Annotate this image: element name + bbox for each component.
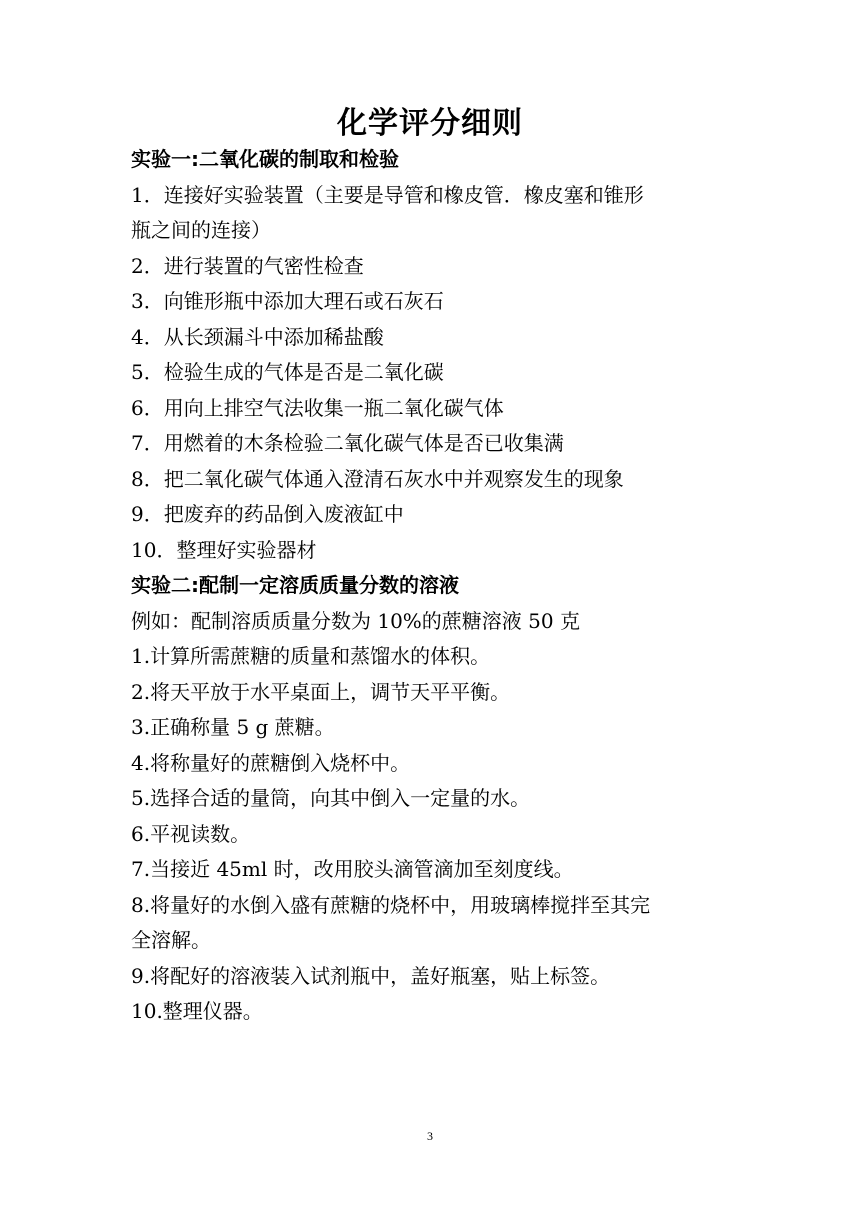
section-experiment-1 [131,142,741,568]
page-number: 3 [427,1129,433,1143]
body-line: 6．用向上排空气法收集一瓶二氧化碳气体 [131,395,504,420]
body-line: 9．把废弃的药品倒入废液缸中 [131,502,404,526]
body-line: 4.将称量好的蔗糖倒入烧杯中。 [131,750,411,775]
body-line: 3．向锥形瓶中添加大理石或石灰石 [131,289,444,313]
body-line: 例如：配制溶质质量分数为 10%的蔗糖溶液 50 克 [131,608,580,633]
body-line: 9.将配好的溶液装入试剂瓶中，盖好瓶塞，贴上标签。 [131,963,611,988]
section-experiment-2 [131,568,741,1030]
body-line: 8．把二氧化碳气体通入澄清石灰水中并观察发生的现象 [131,466,624,491]
body-line: 2．进行装置的气密性检查 [131,253,364,278]
section-heading: 实验二:配制一定溶质质量分数的溶液 [131,573,459,597]
body-line: 5．检验生成的气体是否是二氧化碳 [131,360,444,384]
body-line: 全溶解。 [131,928,211,952]
body-line: 1.计算所需蔗糖的质量和蒸馏水的体积。 [131,644,491,668]
body-line: 10.整理仪器。 [131,999,263,1023]
body-line: 6.平视读数。 [131,821,251,846]
body-line: 8.将量好的水倒入盛有蔗糖的烧杯中，用玻璃棒搅拌至其完 [131,892,651,917]
body-line: 2.将天平放于水平桌面上，调节天平平衡。 [131,679,511,704]
section-heading: 实验一:二氧化碳的制取和检验 [131,147,399,171]
body-line: 3.正确称量 5 g 蔗糖。 [131,715,335,739]
body-line: 瓶之间的连接） [131,218,271,242]
body-line: 10．整理好实验器材 [131,537,317,562]
body-line: 7.当接近 45ml 时，改用胶头滴管滴加至刻度线。 [131,857,574,881]
body-line: 4．从长颈漏斗中添加稀盐酸 [131,324,384,349]
body-line: 5.选择合适的量筒，向其中倒入一定量的水。 [131,786,531,810]
body-line: 1．连接好实验装置（主要是导管和橡皮管．橡皮塞和锥形 [131,182,644,207]
document-body [131,142,741,1030]
document-title: 化学评分细则 [337,106,523,141]
body-line: 7．用燃着的木条检验二氧化碳气体是否已收集满 [131,431,564,455]
